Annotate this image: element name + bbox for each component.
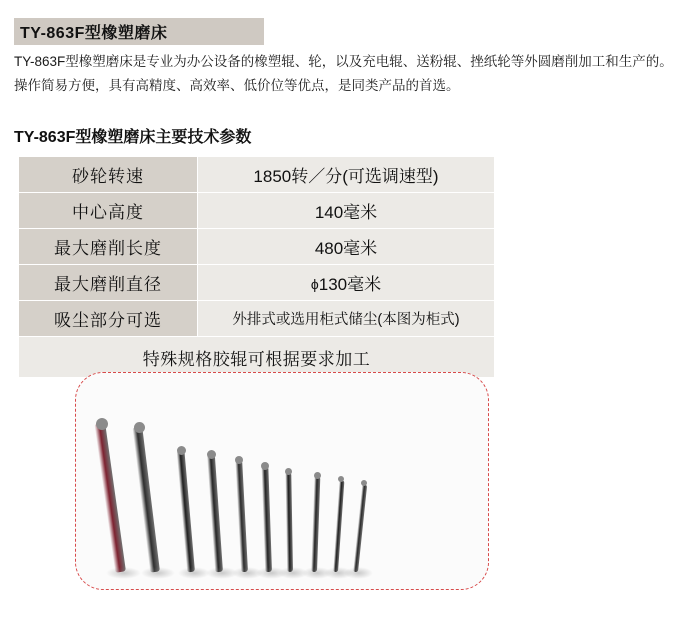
specifications-table bbox=[18, 156, 495, 378]
spec-value: 外排式或选用柜式储尘(本图为柜式) bbox=[198, 301, 495, 337]
roller-end-cap bbox=[134, 422, 145, 433]
roller-end-cap bbox=[96, 418, 108, 430]
spec-label: 吸尘部分可选 bbox=[19, 301, 198, 337]
table-row bbox=[19, 193, 495, 229]
spec-label: 最大磨削直径 bbox=[19, 265, 198, 301]
spec-section-heading: TY-863F型橡塑磨床主要技术参数 bbox=[14, 129, 252, 146]
photo-dashed-frame bbox=[75, 372, 489, 590]
spec-label: 砂轮转速 bbox=[19, 157, 198, 193]
spec-value: 130毫米 bbox=[318, 275, 382, 294]
rubber-roller-samples-photo bbox=[75, 372, 489, 590]
spec-label: 最大磨削长度 bbox=[19, 229, 198, 265]
spec-value: 1850转／分(可选调速型) bbox=[198, 157, 495, 193]
spec-label: 中心高度 bbox=[19, 193, 198, 229]
roller-end-cap bbox=[285, 468, 292, 475]
roller-shadow bbox=[106, 567, 141, 579]
roller-end-cap bbox=[177, 446, 186, 455]
page-title: TY-863F型橡塑磨床 bbox=[20, 25, 168, 42]
table-row bbox=[19, 157, 495, 193]
roller-end-cap bbox=[314, 472, 321, 479]
table-row bbox=[19, 229, 495, 265]
table-row bbox=[19, 301, 495, 337]
spec-value-diameter bbox=[198, 265, 495, 301]
spec-footnote: 特殊规格胶辊可根据要求加工 bbox=[19, 337, 495, 378]
table-row bbox=[19, 265, 495, 301]
intro-paragraph-1: TY-863F型橡塑磨床是专业为办公设备的橡塑辊、轮，以及充电辊、送粉辊、挫纸轮等外圆磨削加工和生产的。 bbox=[14, 54, 673, 69]
spec-value: 480毫米 bbox=[198, 229, 495, 265]
product-title-banner bbox=[14, 18, 264, 45]
intro-paragraph-2: 操作简易方便，具有高精度、高效率、低价位等优点，是同类产品的首选。 bbox=[14, 78, 460, 93]
spec-value: 140毫米 bbox=[198, 193, 495, 229]
intro-text-block bbox=[14, 52, 682, 100]
diameter-symbol-icon: ϕ bbox=[310, 276, 319, 292]
roller-shadow bbox=[344, 567, 373, 579]
roller-shadow bbox=[141, 567, 175, 579]
